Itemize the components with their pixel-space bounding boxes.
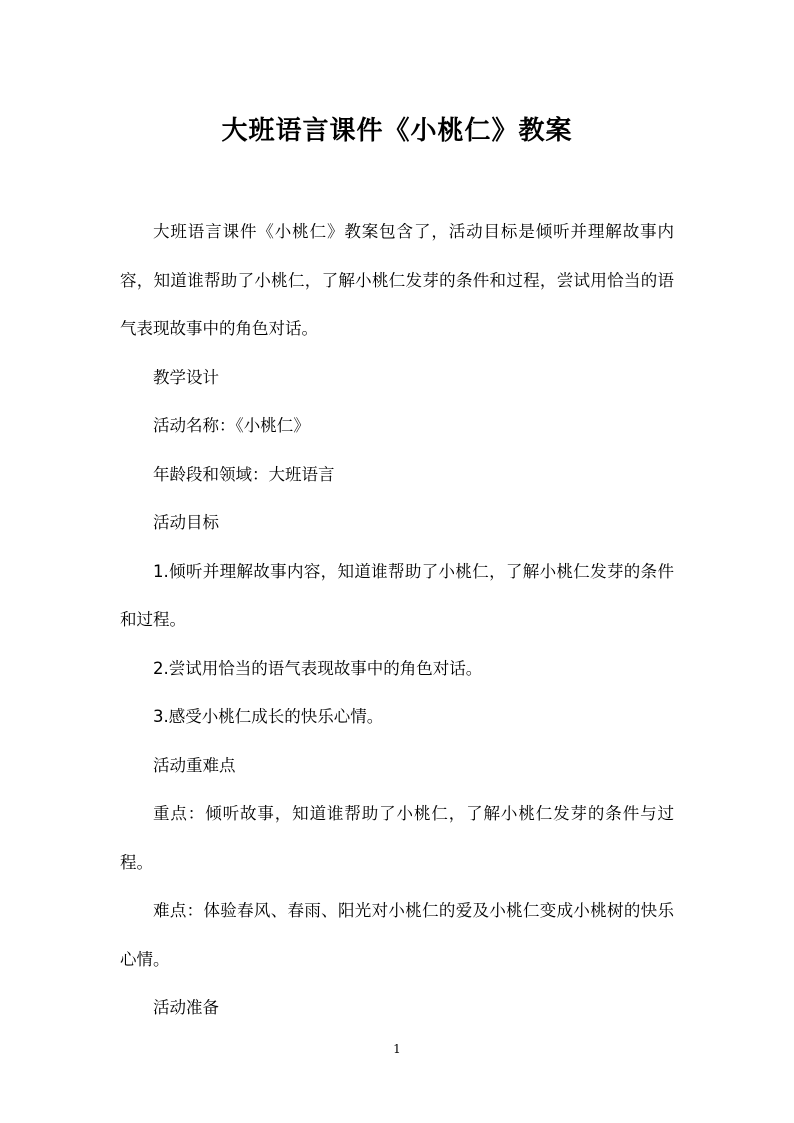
section-heading-key-points: 活动重难点 [153,755,236,775]
goal-item-1: 1.倾听并理解故事内容，知道谁帮助了小桃仁，了解小桃仁发芽的条件和过程。 [120,561,674,629]
section-heading-activity-goals: 活动目标 [153,513,219,532]
section-heading-preparation: 活动准备 [153,998,219,1017]
goal-item-3: 3.感受小桃仁成长的快乐心情。 [153,707,384,726]
key-point: 重点：倾听故事，知道谁帮助了小桃仁，了解小桃仁发芽的条件与过程。 [120,804,674,872]
intro-paragraph: 大班语言课件《小桃仁》教案包含了，活动目标是倾听并理解故事内容，知道谁帮助了小桃仁，了解小桃仁发芽的条件和过程，尝试用恰当的语气表现故事中的角色对话。 [120,222,674,338]
goal-item-2: 2.尝试用恰当的语气表现故事中的角色对话。 [153,658,483,678]
difficult-point: 难点：体验春风、春雨、阳光对小桃仁的爱及小桃仁变成小桃树的快乐心情。 [120,901,674,969]
document-body [120,208,674,1033]
age-and-domain: 年龄段和领域：大班语言 [153,464,335,484]
activity-name: 活动名称：《小桃仁》 [153,416,310,435]
document-title: 大班语言课件《小桃仁》教案 [221,116,573,147]
section-heading-teaching-design: 教学设计 [153,367,219,387]
page-number: 1 [393,1042,401,1056]
